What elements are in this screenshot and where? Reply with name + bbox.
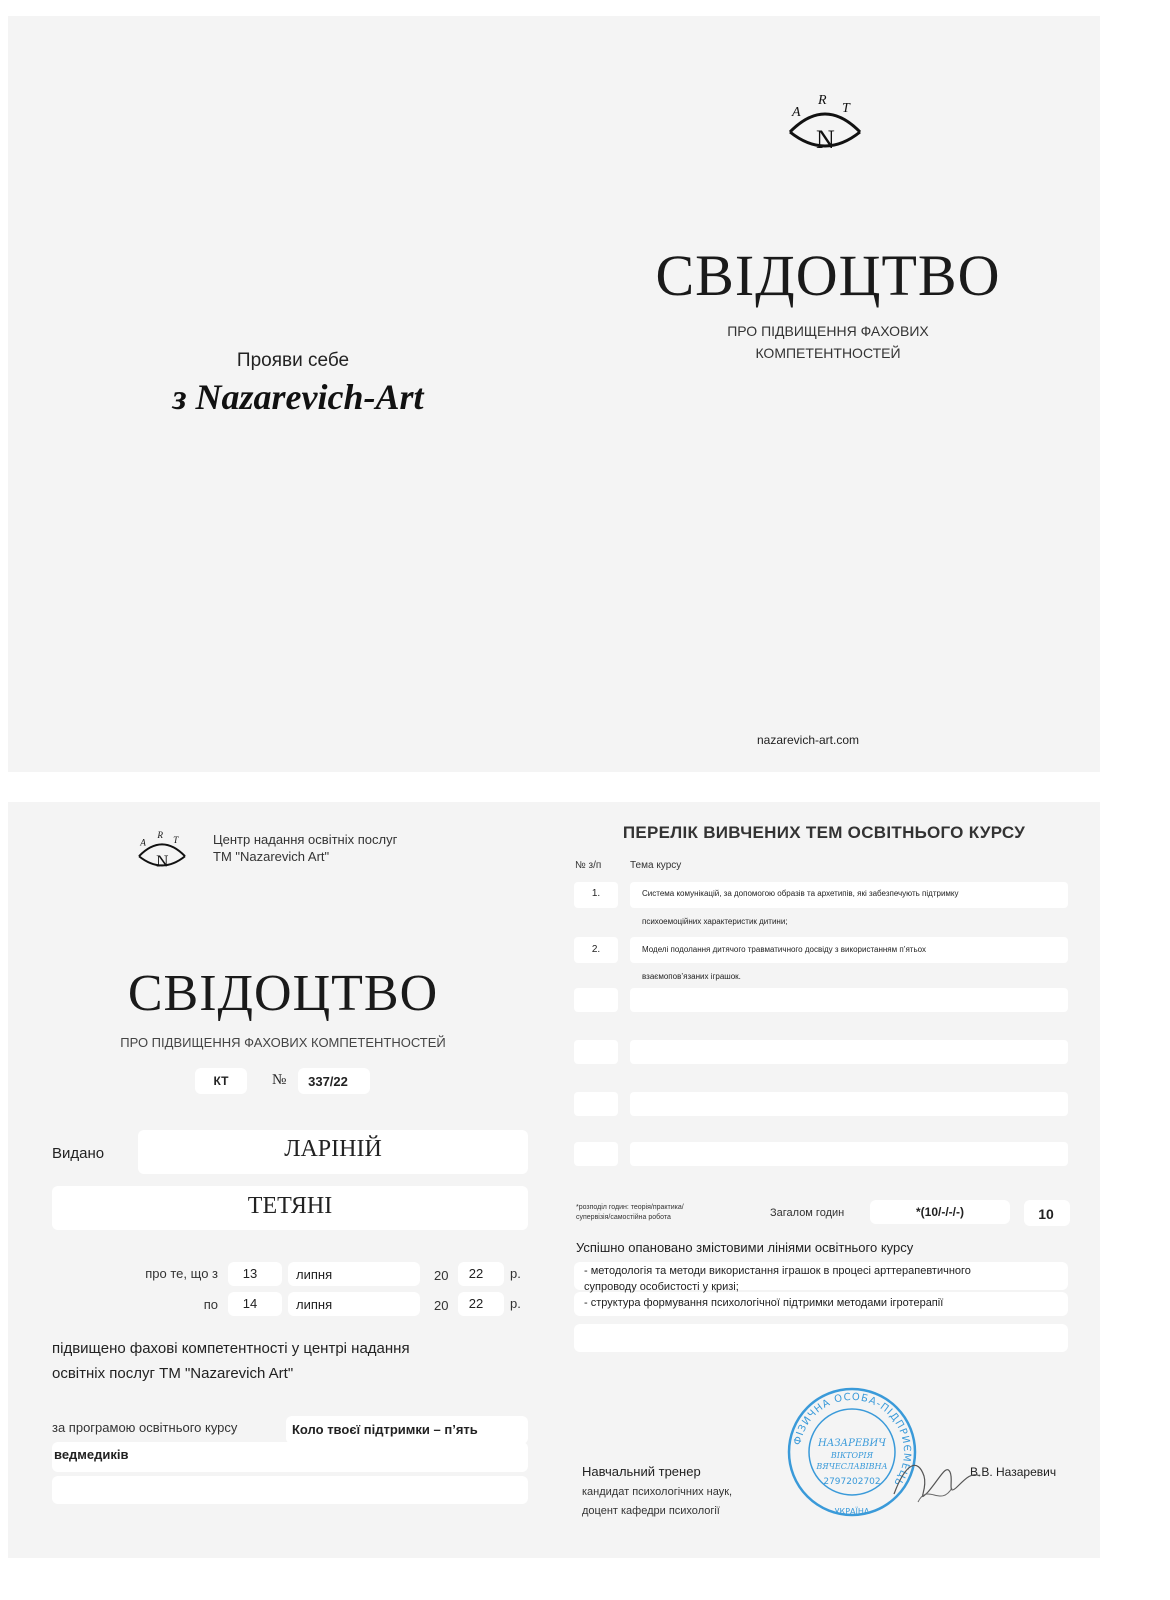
- stamp-ring-text: ФІЗИЧНА ОСОБА-ПІДПРИЄМЕЦЬ: [792, 1391, 913, 1489]
- to-label: по: [203, 1297, 218, 1312]
- cover-brand-script: з Nazarevich-Art: [172, 377, 424, 417]
- issued-label: Видано: [52, 1145, 105, 1162]
- stamp-line3: ВЯЧЕСЛАВІВНА: [816, 1462, 888, 1471]
- from-suffix: р.: [510, 1266, 521, 1281]
- cover-subtitle-line2: КОМПЕТЕНТНОСТЕЙ: [755, 345, 901, 361]
- svg-text:R: R: [818, 93, 827, 108]
- inner-title: СВІДОЦТВО: [127, 965, 439, 1022]
- from-month: липня: [296, 1267, 333, 1282]
- from-day: 13: [242, 1266, 258, 1281]
- cover-website: nazarevich-art.com: [756, 733, 860, 747]
- svg-text:N: N: [156, 851, 169, 871]
- surname-value: ЛАРІНІЙ: [284, 1136, 382, 1162]
- from-year: 22: [468, 1266, 484, 1281]
- topic-empty-field: [630, 1040, 1068, 1064]
- svg-text:T: T: [842, 101, 850, 116]
- trainer-position: доцент кафедри психології: [582, 1505, 720, 1517]
- hours-note-line2: супервізія/самостійна робота: [576, 1214, 671, 1221]
- total-hours-label: Загалом годин: [770, 1207, 845, 1219]
- program-line2: ведмедиків: [54, 1447, 129, 1462]
- hours-split: *(10/-/-/-): [916, 1205, 964, 1219]
- topic-1-num: 1.: [591, 888, 601, 899]
- svg-text:N: N: [816, 125, 835, 154]
- mastered-line3: - структура формування психологічної підтримки методами ігротерапії: [584, 1297, 944, 1309]
- stamp-country: УКРАЇНА: [834, 1507, 870, 1516]
- statement-line1: підвищено фахові компетентності у центрі надання: [52, 1340, 410, 1357]
- svg-text:R: R: [157, 829, 164, 840]
- topic-2-line2: взаємопов’язаних іграшок.: [642, 972, 741, 981]
- mastered-line2: супроводу особистості у кризі;: [584, 1281, 739, 1293]
- topic-1-line2: психоемоційних характеристик дитини;: [642, 917, 788, 926]
- topic-empty-num-field: [574, 1040, 618, 1064]
- topic-empty-num-field: [574, 1142, 618, 1166]
- to-month: липня: [296, 1297, 333, 1312]
- topics-heading: ПЕРЕЛІК ВИВЧЕНИХ ТЕМ ОСВІТНЬОГО КУРСУ: [622, 823, 1026, 842]
- number-value: 337/22: [308, 1074, 348, 1089]
- topic-2-line1: Моделі подолання дитячого травматичного досвіду з використанням п’ятьох: [642, 945, 926, 954]
- total-hours: 10: [1038, 1206, 1054, 1222]
- cover-slogan: Прояви себе: [236, 350, 350, 371]
- cover-title: СВІДОЦТВО: [655, 243, 1001, 308]
- trainer-role: Навчальний тренер: [582, 1464, 701, 1479]
- stamp-line1: НАЗАРЕВИЧ: [818, 1438, 886, 1449]
- svg-text:T: T: [173, 835, 179, 846]
- brand-logo-icon: [780, 86, 870, 156]
- series-value: КТ: [213, 1074, 229, 1088]
- name-value: ТЕТЯНІ: [247, 1193, 333, 1219]
- to-year: 22: [468, 1296, 484, 1311]
- org-logo-icon: [132, 826, 192, 872]
- topic-empty-field: [630, 988, 1068, 1012]
- topic-2-num: 2.: [591, 944, 601, 955]
- trainer-degree: кандидат психологічних наук,: [582, 1486, 733, 1498]
- hours-note-line1: *розподіл годин: теорія/практика/: [576, 1204, 684, 1211]
- stamp-line2: ВІКТОРІЯ: [830, 1451, 874, 1460]
- program-field-line3: [52, 1476, 528, 1504]
- topics-col-topic: Тема курсу: [630, 860, 682, 871]
- svg-text:A: A: [140, 837, 146, 848]
- mastered-heading: Успішно опановано змістовими лініями освітнього курсу: [576, 1240, 914, 1255]
- number-sign: №: [272, 1072, 287, 1088]
- org-line1: Центр надання освітніх послуг: [213, 832, 398, 847]
- org-line2: ТМ "Nazarevich Art": [213, 849, 330, 864]
- topic-empty-field: [630, 1142, 1068, 1166]
- mastered-field-3: [574, 1324, 1068, 1352]
- to-century: 20: [434, 1298, 449, 1313]
- to-day: 14: [242, 1296, 258, 1311]
- signature-icon: [888, 1442, 984, 1517]
- program-label: за програмою освітнього курсу: [52, 1420, 238, 1435]
- inner-sheet: [8, 802, 1100, 1558]
- from-century: 20: [434, 1268, 449, 1283]
- topic-empty-num-field: [574, 988, 618, 1012]
- trainer-name: В.В. Назаревич: [970, 1465, 1057, 1479]
- program-line1: Коло твоєї підтримки – п’ять: [292, 1422, 478, 1437]
- stamp-code: 2797202702: [823, 1477, 881, 1487]
- statement-line2: освітніх послуг ТМ "Nazarevich Art": [52, 1365, 294, 1382]
- topics-col-num: № з/п: [575, 860, 602, 871]
- cover-sheet: [8, 16, 1100, 772]
- cover-subtitle-line1: ПРО ПІДВИЩЕННЯ ФАХОВИХ: [727, 323, 929, 339]
- topic-empty-field: [630, 1092, 1068, 1116]
- to-suffix: р.: [510, 1296, 521, 1311]
- svg-text:A: A: [792, 105, 801, 120]
- topic-1-line1: Система комунікацій, за допомогою образів та архетипів, які забезпечують підтримку: [642, 889, 959, 898]
- from-label: про те, що з: [145, 1266, 218, 1281]
- topic-empty-num-field: [574, 1092, 618, 1116]
- mastered-line1: - методологія та методи використання іграшок в процесі арттерапевтичного: [584, 1265, 971, 1277]
- inner-subtitle: ПРО ПІДВИЩЕННЯ ФАХОВИХ КОМПЕТЕНТНОСТЕЙ: [120, 1035, 446, 1050]
